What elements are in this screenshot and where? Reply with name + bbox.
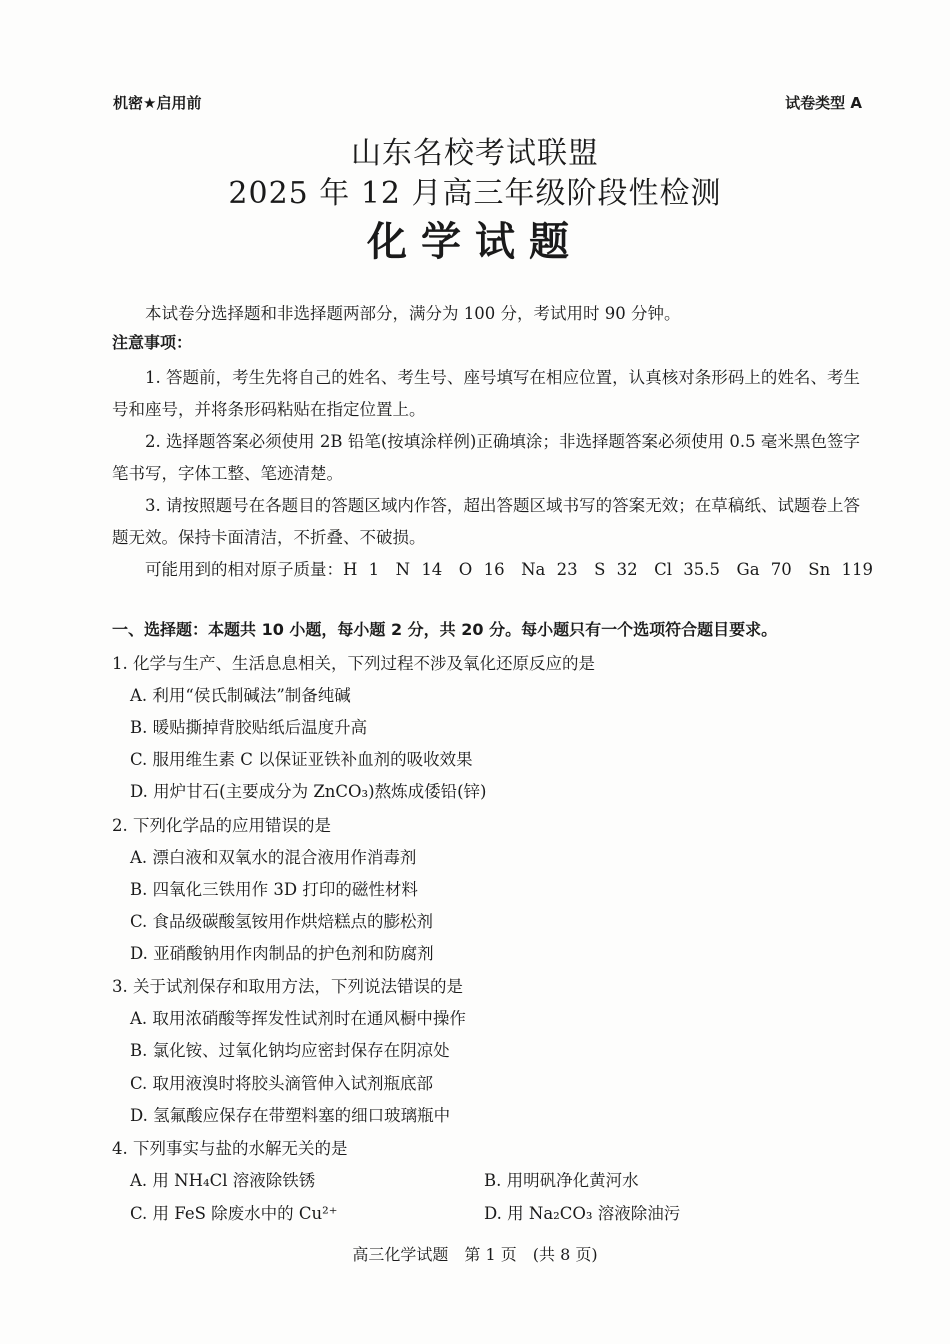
paper-type-label: 试卷类型 A	[785, 94, 862, 112]
question-option: B. 四氧化三铁用作 3D 打印的磁性材料	[130, 880, 418, 899]
question-option: C. 取用液溴时将胶头滴管伸入试剂瓶底部	[130, 1074, 434, 1093]
question-stem: 4. 下列事实与盐的水解无关的是	[112, 1139, 348, 1158]
page-footer: 高三化学试题 第 1 页 (共 8 页)	[352, 1245, 598, 1264]
confidential-label: 机密★启用前	[113, 94, 202, 112]
notice-item: 3. 请按照题号在各题目的答题区域内作答，超出答题区域书写的答案无效；在草稿纸、试题卷上答题无效。保持卡面清洁，不折叠、不破损。	[112, 496, 860, 547]
organization-title: 山东名校考试联盟	[351, 136, 599, 171]
notice-item: 1. 答题前，考生先将自己的姓名、考生号、座号填写在相应位置，认真核对条形码上的姓名、考生号和座号，并将条形码粘贴在指定位置上。	[112, 368, 860, 419]
exam-title: 2025 年 12 月高三年级阶段性检测	[228, 176, 722, 211]
question-option: A. 用 NH₄Cl 溶液除铁锈	[130, 1171, 316, 1190]
question-option: D. 用炉甘石(主要成分为 ZnCO₃)熬炼成倭铅(锌)	[130, 782, 487, 801]
question-option: B. 暖贴撕掉背胶贴纸后温度升高	[130, 718, 368, 737]
question-option: D. 氢氟酸应保存在带塑料塞的细口玻璃瓶中	[130, 1106, 451, 1125]
subject-title: 化学试题	[367, 219, 583, 265]
question-option: C. 服用维生素 C 以保证亚铁补血剂的吸收效果	[130, 750, 473, 769]
question-option: D. 亚硝酸钠用作肉制品的护色剂和防腐剂	[130, 944, 434, 963]
question-option: B. 用明矾净化黄河水	[484, 1171, 639, 1190]
question-option: A. 利用“侯氏制碱法”制备纯碱	[130, 686, 351, 705]
question-option: D. 用 Na₂CO₃ 溶液除油污	[484, 1204, 681, 1223]
atomic-masses: 可能用到的相对原子质量：H 1 N 14 O 16 Na 23 S 32 Cl 35.5 Ga 70 Sn 119	[145, 560, 873, 579]
question-stem: 3. 关于试剂保存和取用方法，下列说法错误的是	[112, 977, 463, 996]
intro-text: 本试卷分选择题和非选择题两部分，满分为 100 分，考试用时 90 分钟。	[145, 304, 681, 323]
question-option: A. 取用浓硝酸等挥发性试剂时在通风橱中操作	[130, 1009, 466, 1028]
question-option: A. 漂白液和双氧水的混合液用作消毒剂	[130, 848, 417, 867]
notice-heading: 注意事项：	[112, 333, 193, 352]
question-option: C. 用 FeS 除废水中的 Cu²⁺	[130, 1204, 338, 1223]
notice-item: 2. 选择题答案必须使用 2B 铅笔(按填涂样例)正确填涂；非选择题答案必须使用 0.5 毫米黑色签字笔书写，字体工整、笔迹清楚。	[112, 432, 860, 483]
section-heading: 一、选择题：本题共 10 小题，每小题 2 分，共 20 分。每小题只有一个选项符合题目要求。	[112, 620, 778, 639]
question-stem: 1. 化学与生产、生活息息相关，下列过程不涉及氧化还原反应的是	[112, 654, 595, 673]
question-option: B. 氯化铵、过氧化钠均应密封保存在阴凉处	[130, 1041, 450, 1060]
question-stem: 2. 下列化学品的应用错误的是	[112, 816, 331, 835]
question-option: C. 食品级碳酸氢铵用作烘焙糕点的膨松剂	[130, 912, 434, 931]
